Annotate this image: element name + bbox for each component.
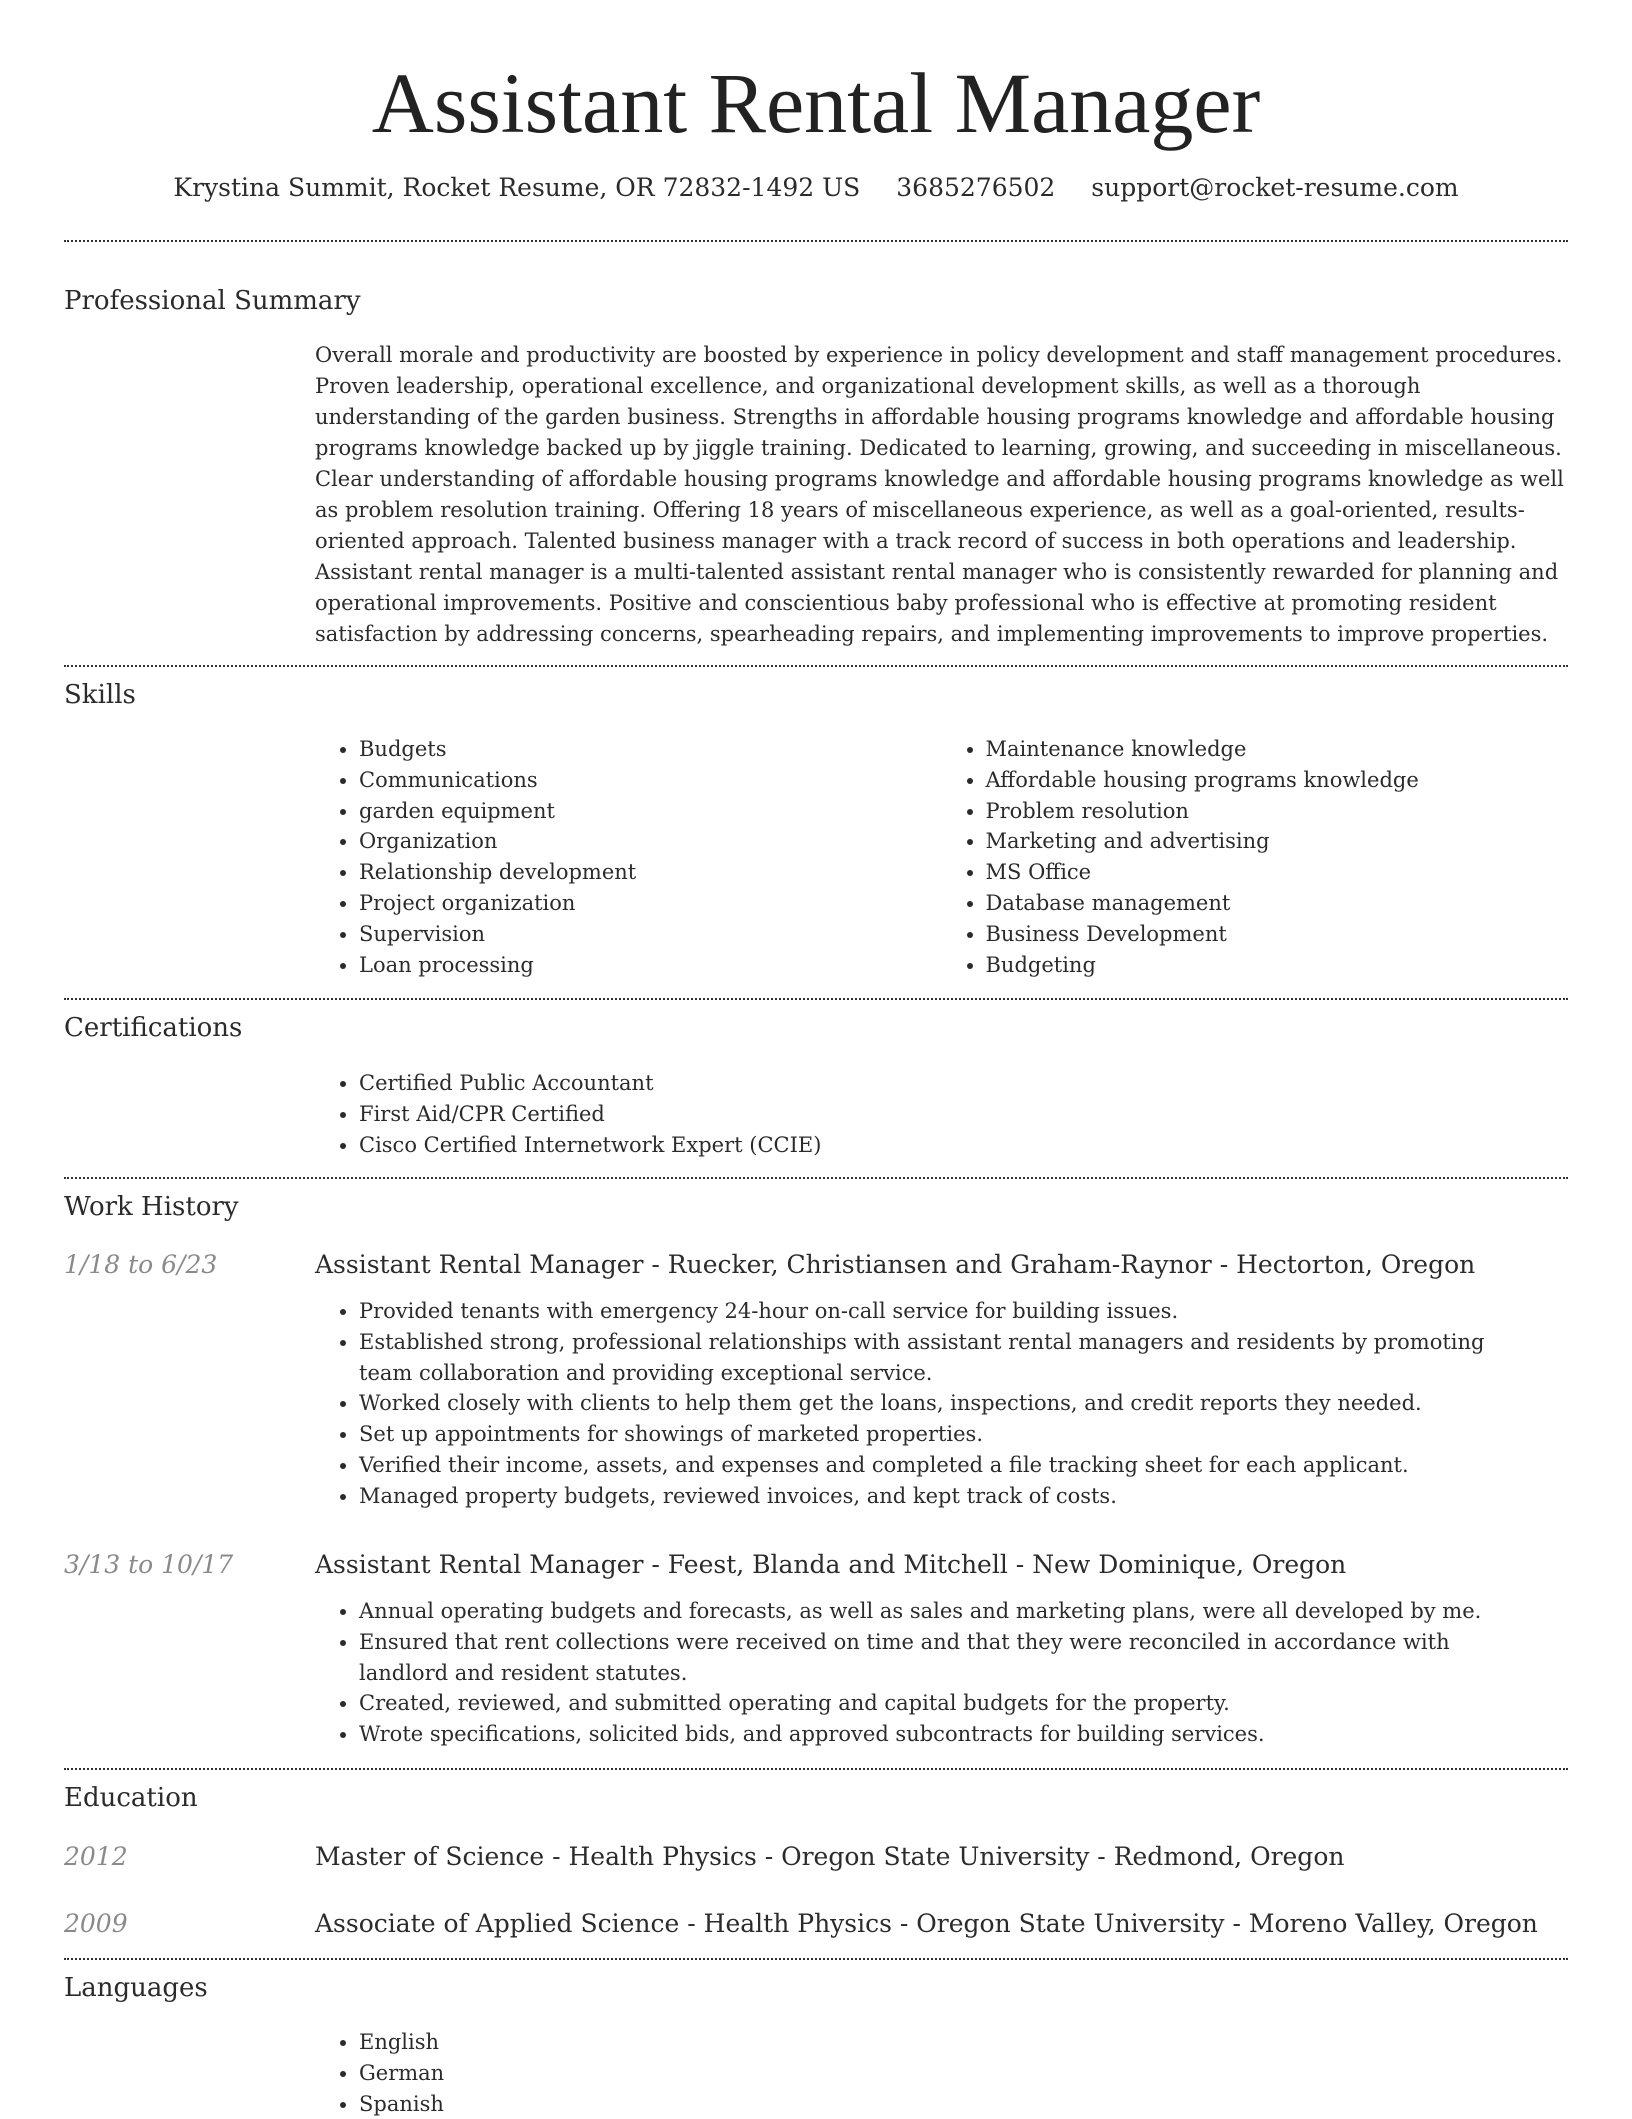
list-item: • Organization bbox=[359, 826, 942, 857]
list-item: • Database management bbox=[986, 888, 1569, 919]
list-item: • Relationship development bbox=[359, 857, 942, 888]
list-item: • Business Development bbox=[986, 919, 1569, 950]
resume-title: Assistant Rental Manager bbox=[371, 55, 1261, 151]
section-heading-work-history: Work History bbox=[64, 1192, 239, 1222]
languages-list bbox=[315, 2027, 1568, 2119]
job-dates: 1/18 to 6/23 bbox=[64, 1250, 218, 1279]
job-entry bbox=[315, 1548, 1568, 1750]
list-item: • First Aid/CPR Certified bbox=[359, 1099, 1568, 1130]
list-item: • MS Office bbox=[986, 857, 1569, 888]
section-heading-skills: Skills bbox=[64, 680, 136, 710]
divider bbox=[64, 1958, 1568, 1960]
list-item: • Problem resolution bbox=[986, 796, 1569, 827]
list-item: • Cisco Certified Internetwork Expert (CCIE) bbox=[359, 1130, 1568, 1161]
divider bbox=[64, 240, 1568, 242]
job-bullets bbox=[315, 1296, 1539, 1512]
list-item: • Loan processing bbox=[359, 950, 942, 981]
list-item: • Certified Public Accountant bbox=[359, 1068, 1568, 1099]
education-year: 2009 bbox=[64, 1909, 128, 1938]
section-heading-certifications: Certifications bbox=[64, 1013, 243, 1043]
education-title: Master of Science - Health Physics - Oregon State University - Redmond, Oregon bbox=[315, 1842, 1345, 1871]
job-title: Assistant Rental Manager - Ruecker, Christiansen and Graham-Raynor - Hectorton, Oregon bbox=[315, 1250, 1476, 1279]
list-item: • Budgets bbox=[359, 734, 942, 765]
summary-text: Overall morale and productivity are boosted by experience in policy development and staff management procedures. Proven leadership, operational excellence, and organizational development skills, as well as a thorough understanding of the garden business. Strengths in affordable housing programs knowledge and affordable housing programs knowledge backed up by jiggle training. Dedicated to learning, growing, and succeeding in miscellaneous. Clear understanding of affordable housing programs knowledge and affordable housing programs knowledge as well as problem resolution training. Offering 18 years of miscellaneous experience, as well as a goal-oriented, results-oriented approach. Talented business manager with a track record of success in both operations and leadership. Assistant rental manager is a multi-talented assistant rental manager who is consistently rewarded for planning and operational improvements. Positive and conscientious baby professional who is effective at promoting resident satisfaction by addressing concerns, spearheading repairs, and implementing improvements to improve properties. bbox=[315, 343, 1564, 646]
list-item: • Budgeting bbox=[986, 950, 1569, 981]
section-heading-languages: Languages bbox=[64, 1973, 208, 2003]
skills-columns bbox=[315, 734, 1568, 980]
job-dates: 3/13 to 10/17 bbox=[64, 1550, 234, 1579]
list-item: • Verified their income, assets, and expenses and completed a file tracking sheet for each applicant. bbox=[359, 1450, 1539, 1481]
list-item: • Established strong, professional relationships with assistant rental managers and residents by promoting team collaboration and providing exceptional service. bbox=[359, 1327, 1539, 1389]
divider bbox=[64, 665, 1568, 667]
list-item: • Supervision bbox=[359, 919, 942, 950]
list-item: • Annual operating budgets and forecasts, as well as sales and marketing plans, were all developed by me. bbox=[359, 1596, 1539, 1627]
list-item: • Spanish bbox=[359, 2089, 1568, 2119]
list-item: • Created, reviewed, and submitted operating and capital budgets for the property. bbox=[359, 1688, 1539, 1719]
contact-line bbox=[64, 170, 1568, 206]
contact-phone: 3685276502 bbox=[896, 173, 1056, 202]
list-item: • Set up appointments for showings of marketed properties. bbox=[359, 1419, 1539, 1450]
divider bbox=[64, 1177, 1568, 1179]
list-item: • Maintenance knowledge bbox=[986, 734, 1569, 765]
divider bbox=[64, 998, 1568, 1000]
list-item: • Worked closely with clients to help them get the loans, inspections, and credit reports they needed. bbox=[359, 1388, 1539, 1419]
divider bbox=[64, 1768, 1568, 1770]
list-item: • Managed property budgets, reviewed invoices, and kept track of costs. bbox=[359, 1481, 1539, 1512]
section-heading-education: Education bbox=[64, 1783, 198, 1813]
list-item: • Provided tenants with emergency 24-hour on-call service for building issues. bbox=[359, 1296, 1539, 1327]
list-item: • Communications bbox=[359, 765, 942, 796]
list-item: • Wrote specifications, solicited bids, and approved subcontracts for building services. bbox=[359, 1719, 1539, 1750]
education-title: Associate of Applied Science - Health Physics - Oregon State University - Moreno Valley, Oregon bbox=[315, 1909, 1538, 1938]
job-title: Assistant Rental Manager - Feest, Blanda and Mitchell - New Dominique, Oregon bbox=[315, 1550, 1347, 1579]
list-item: • Marketing and advertising bbox=[986, 826, 1569, 857]
list-item: • Project organization bbox=[359, 888, 942, 919]
contact-address: Krystina Summit, Rocket Resume, OR 72832-1492 US bbox=[173, 173, 861, 202]
list-item: • garden equipment bbox=[359, 796, 942, 827]
skills-list-right bbox=[942, 734, 1569, 980]
list-item: • English bbox=[359, 2027, 1568, 2058]
section-heading-summary: Professional Summary bbox=[64, 286, 361, 316]
job-entry bbox=[315, 1248, 1568, 1512]
list-item: • German bbox=[359, 2058, 1568, 2089]
education-year: 2012 bbox=[64, 1842, 128, 1871]
contact-email: support@rocket-resume.com bbox=[1091, 173, 1459, 202]
skills-list-left bbox=[315, 734, 942, 980]
certifications-list bbox=[315, 1068, 1568, 1160]
list-item: • Affordable housing programs knowledge bbox=[986, 765, 1569, 796]
job-bullets bbox=[315, 1596, 1539, 1750]
list-item: • Ensured that rent collections were received on time and that they were reconciled in accordance with landlord and resident statutes. bbox=[359, 1627, 1539, 1689]
